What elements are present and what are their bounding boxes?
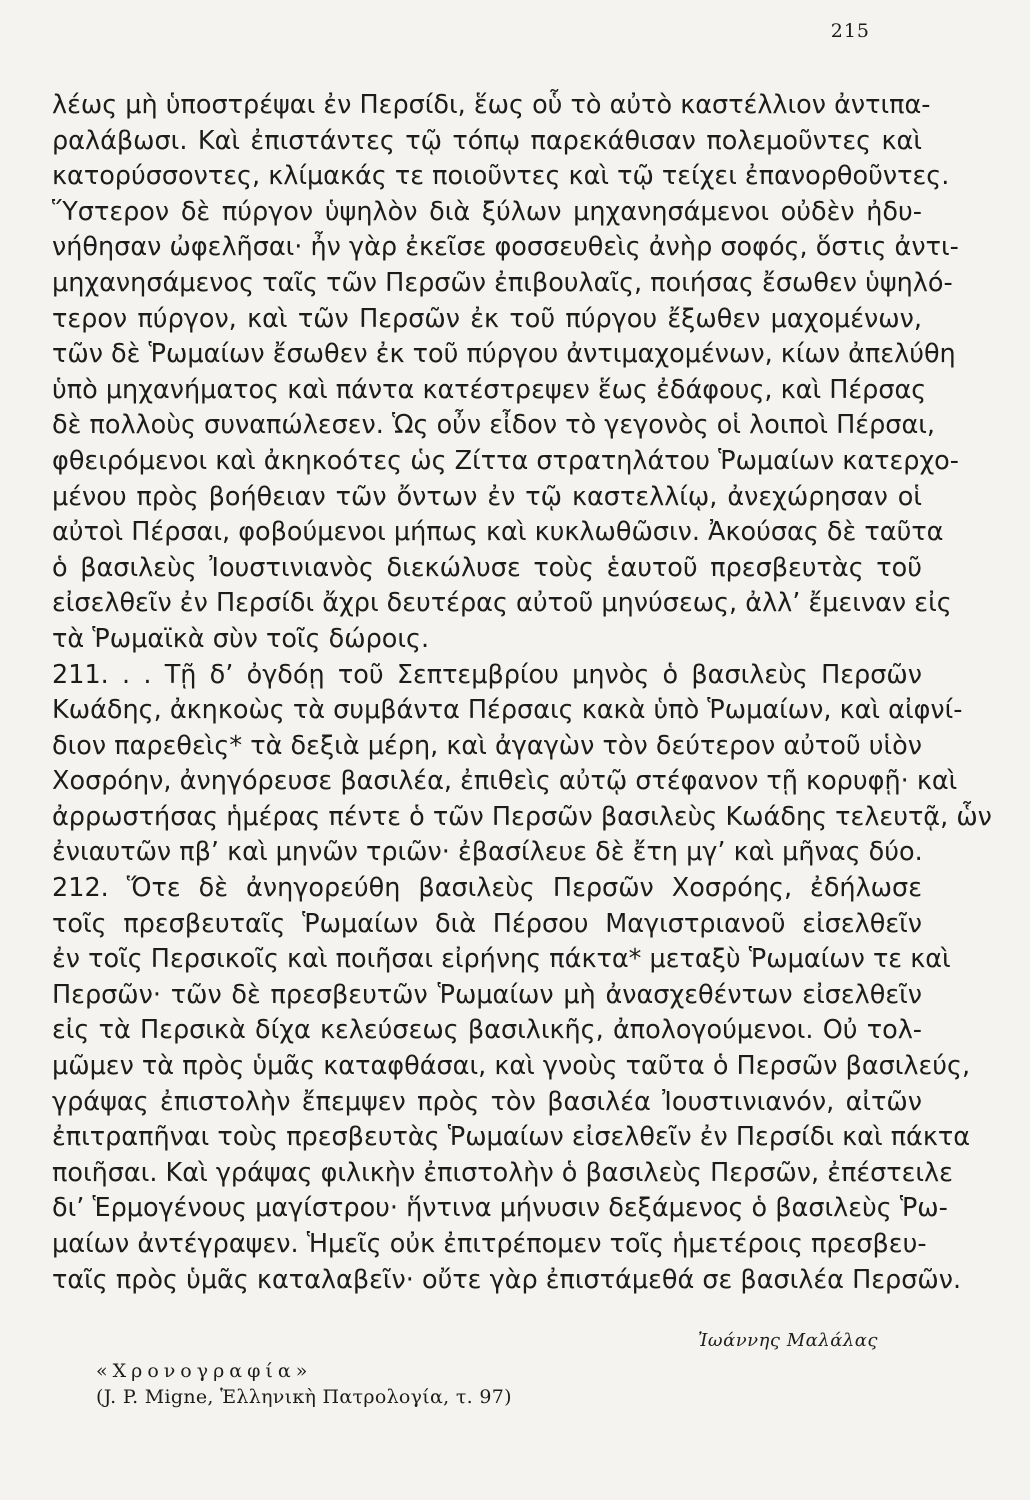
text-line: Περσῶν· τῶν δὲ πρεσβευτῶν Ῥωμαίων μὴ ἀνασχεθέντων εἰσελθεῖν (52, 979, 922, 1010)
text-line: Χοσρόην, ἀνηγόρευσε βασιλέα, ἐπιθεὶς αὐτῷ στέφανον τῇ κορυφῇ· καὶ (52, 766, 958, 797)
text-line: 212. Ὅτε δὲ ἀνηγορεύθη βασιλεὺς Περσῶν Χοσρόης, ἐδήλωσε (52, 873, 922, 904)
text-line: διον παρεθεὶς* τὰ δεξιὰ μέρη, καὶ ἀγαγὼν τὸν δεύτερον αὐτοῦ υἱὸν (52, 730, 922, 761)
text-line: νήθησαν ὠφελῆσαι· ἦν γὰρ ἐκεῖσε φοσσευθεὶς ἀνὴρ σοφός, ὅστις ἀντι- (52, 232, 959, 263)
text-line: δι’ Ἑρμογένους μαγίστρου· ἥντινα μήνυσιν δεξάμενος ὁ βασιλεὺς Ῥω- (52, 1193, 948, 1224)
text-line: μένου πρὸς βοήθειαν τῶν ὄντων ἐν τῷ καστελλίῳ, ἀνεχώρησαν οἱ (52, 481, 922, 512)
author-signature: Ἰωάννης Μαλάλας (698, 1330, 878, 1351)
text-line: ἀρρωστήσας ἡμέρας πέντε ὁ τῶν Περσῶν βασιλεὺς Κωάδης τελευτᾷ, ὧν (52, 801, 992, 832)
text-line: τῶν δὲ Ῥωμαίων ἔσωθεν ἐκ τοῦ πύργου ἀντιμαχομένων, κίων ἀπελύθη (52, 339, 956, 370)
text-line: 211. . . Τῇ δ’ ὀγδόῃ τοῦ Σεπτεμβρίου μηνὸς ὁ βασιλεὺς Περσῶν (52, 659, 922, 690)
text-line: τερον πύργον, καὶ τῶν Περσῶν ἐκ τοῦ πύργου ἔξωθεν μαχομένων, (52, 303, 922, 334)
text-line: κατορύσσοντες, κλίμακάς τε ποιοῦντες καὶ τῷ τείχει ἐπανορθοῦντες. (52, 161, 950, 192)
text-line: μῶμεν τὰ πρὸς ὑμᾶς καταφθάσαι, καὶ γνοὺς ταῦτα ὁ Περσῶν βασιλεύς, (52, 1051, 971, 1082)
text-line: Ὕστερον δὲ πύργον ὑψηλὸν διὰ ξύλων μηχανησάμενοι οὐδὲν ἠδυ- (52, 196, 922, 227)
text-line: φθειρόμενοι καὶ ἀκηκοότες ὡς Ζίττα στρατηλάτου Ῥωμαίων κατερχο- (52, 445, 959, 476)
text-line: εἰσελθεῖν ἐν Περσίδι ἄχρι δευτέρας αὐτοῦ μηνύσεως, ἀλλ’ ἔμειναν εἰς (52, 588, 952, 619)
text-line: δὲ πολλοὺς συναπώλεσεν. Ὡς οὖν εἶδον τὸ γεγονὸς οἱ λοιποὶ Πέρσαι, (52, 410, 935, 441)
text-line: ἐν τοῖς Περσικοῖς καὶ ποιῆσαι εἰρήνης πάκτα* μεταξὺ Ῥωμαίων τε καὶ (52, 944, 951, 975)
text-line: αὐτοὶ Πέρσαι, φοβούμενοι μήπως καὶ κυκλωθῶσιν. Ἀκούσας δὲ ταῦτα (52, 517, 944, 548)
source-reference (96, 1358, 512, 1410)
work-title: «Χρονογραφία» (96, 1360, 313, 1382)
text-line: μαίων ἀντέγραψεν. Ἡμεῖς οὐκ ἐπιτρέπομεν τοῖς ἡμετέροις πρεσβευ- (52, 1229, 927, 1259)
text-line: ἐνιαυτῶν πβ’ καὶ μηνῶν τριῶν· ἐβασίλευε δὲ ἔτη μγ’ καὶ μῆνας δύο. (52, 837, 923, 868)
text-line: ὁ βασιλεὺς Ἰουστινιανὸς διεκώλυσε τοὺς ἑαυτοῦ πρεσβευτὰς τοῦ (52, 552, 922, 583)
text-line: γράψας ἐπιστολὴν ἔπεμψεν πρὸς τὸν βασιλέα Ἰουστινιανόν, αἰτῶν (52, 1086, 922, 1117)
text-line: ὑπὸ μηχανήματος καὶ πάντα κατέστρεψεν ἕως ἐδάφους, καὶ Πέρσας (52, 374, 927, 405)
text-line: λέως μὴ ὑποστρέψαι ἐν Περσίδι, ἕως οὗ τὸ αὐτὸ καστέλλιον ἀντιπα- (52, 90, 931, 120)
text-line: μηχανησάμενος ταῖς τῶν Περσῶν ἐπιβουλαῖς, ποιήσας ἔσωθεν ὑψηλό- (52, 267, 953, 298)
text-line: τοῖς πρεσβευταῖς Ῥωμαίων διὰ Πέρσου Μαγιστριανοῦ εἰσελθεῖν (52, 908, 922, 939)
citation: (J. P. Migne, Ἑλληνικὴ Πατρολογία, τ. 97) (96, 1386, 512, 1408)
text-line: ταῖς πρὸς ὑμᾶς καταλαβεῖν· οὔτε γὰρ ἐπιστάμεθά σε βασιλέα Περσῶν. (52, 1264, 962, 1295)
text-line: ἐπιτραπῆναι τοὺς πρεσβευτὰς Ῥωμαίων εἰσελθεῖν ἐν Περσίδι καὶ πάκτα (52, 1122, 971, 1153)
page-number: 215 (830, 20, 870, 42)
text-line: ραλάβωσι. Καὶ ἐπιστάντες τῷ τόπῳ παρεκάθισαν πολεμοῦντες καὶ (52, 125, 922, 156)
main-text (52, 88, 992, 1298)
text-line: τὰ Ῥωμαϊκὰ σὺν τοῖς δώροις. (52, 623, 430, 654)
text-line: Κωάδης, ἀκηκοὼς τὰ συμβάντα Πέρσαις κακὰ ὑπὸ Ῥωμαίων, καὶ αἰφνί- (52, 695, 963, 726)
text-line: ποιῆσαι. Καὶ γράψας φιλικὴν ἐπιστολὴν ὁ βασιλεὺς Περσῶν, ἐπέστειλε (52, 1157, 953, 1188)
text-line: εἰς τὰ Περσικὰ δίχα κελεύσεως βασιλικῆς, ἀπολογούμενοι. Οὐ τολ- (52, 1015, 922, 1046)
